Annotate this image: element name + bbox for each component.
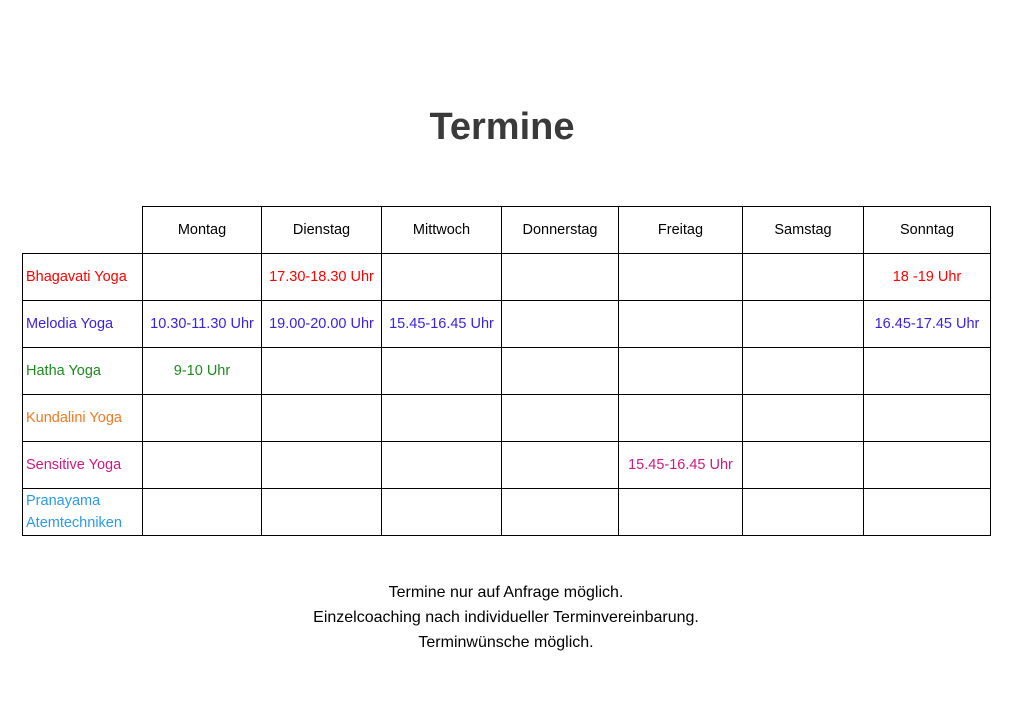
table-row xyxy=(23,442,991,489)
course-label: Sensitive Yoga xyxy=(23,442,143,489)
time-cell: 15.45-16.45 Uhr xyxy=(619,442,743,489)
schedule-table xyxy=(22,206,991,536)
time-cell xyxy=(743,301,864,348)
time-cell xyxy=(143,254,262,301)
time-cell: 15.45-16.45 Uhr xyxy=(382,301,502,348)
course-label: Pranayama Atemtechniken xyxy=(23,489,143,536)
footer-notes xyxy=(0,580,1012,655)
course-label: Hatha Yoga xyxy=(23,348,143,395)
table-row xyxy=(23,395,991,442)
time-cell xyxy=(502,348,619,395)
time-cell: 9-10 Uhr xyxy=(143,348,262,395)
day-header-freitag: Freitag xyxy=(619,207,743,254)
time-cell xyxy=(743,348,864,395)
time-cell xyxy=(502,442,619,489)
time-cell xyxy=(619,395,743,442)
time-cell xyxy=(262,489,382,536)
table-row xyxy=(23,254,991,301)
time-cell xyxy=(382,442,502,489)
time-cell xyxy=(743,442,864,489)
time-cell xyxy=(864,348,991,395)
course-label: Kundalini Yoga xyxy=(23,395,143,442)
time-cell xyxy=(743,254,864,301)
table-row xyxy=(23,301,991,348)
time-cell xyxy=(382,395,502,442)
time-cell xyxy=(382,348,502,395)
time-cell xyxy=(262,395,382,442)
time-cell xyxy=(502,489,619,536)
day-header-montag: Montag xyxy=(143,207,262,254)
corner-cell xyxy=(23,207,143,254)
table-row xyxy=(23,348,991,395)
day-header-sonntag: Sonntag xyxy=(864,207,991,254)
footer-line: Termine nur auf Anfrage möglich. xyxy=(388,584,624,601)
time-cell: 19.00-20.00 Uhr xyxy=(262,301,382,348)
time-cell xyxy=(143,395,262,442)
day-header-mittwoch: Mittwoch xyxy=(382,207,502,254)
page-title: Termine xyxy=(429,106,575,148)
time-cell xyxy=(619,348,743,395)
day-header-donnerstag: Donnerstag xyxy=(502,207,619,254)
time-cell: 17.30-18.30 Uhr xyxy=(262,254,382,301)
header-row xyxy=(23,207,991,254)
time-cell: 16.45-17.45 Uhr xyxy=(864,301,991,348)
time-cell xyxy=(619,254,743,301)
time-cell xyxy=(262,348,382,395)
time-cell xyxy=(502,301,619,348)
time-cell xyxy=(382,254,502,301)
time-cell xyxy=(502,254,619,301)
time-cell xyxy=(743,489,864,536)
time-cell xyxy=(743,395,864,442)
day-header-dienstag: Dienstag xyxy=(262,207,382,254)
time-cell xyxy=(143,489,262,536)
footer-line: Terminwünsche möglich. xyxy=(418,634,594,651)
day-header-samstag: Samstag xyxy=(743,207,864,254)
time-cell xyxy=(143,442,262,489)
time-cell xyxy=(619,489,743,536)
time-cell xyxy=(864,442,991,489)
footer-line: Einzelcoaching nach individueller Terminvereinbarung. xyxy=(313,609,699,626)
time-cell: 18 -19 Uhr xyxy=(864,254,991,301)
time-cell xyxy=(382,489,502,536)
course-label: Melodia Yoga xyxy=(23,301,143,348)
time-cell xyxy=(864,489,991,536)
time-cell: 10.30-11.30 Uhr xyxy=(143,301,262,348)
time-cell xyxy=(864,395,991,442)
table-row xyxy=(23,489,991,536)
time-cell xyxy=(502,395,619,442)
course-label: Bhagavati Yoga xyxy=(23,254,143,301)
time-cell xyxy=(619,301,743,348)
time-cell xyxy=(262,442,382,489)
